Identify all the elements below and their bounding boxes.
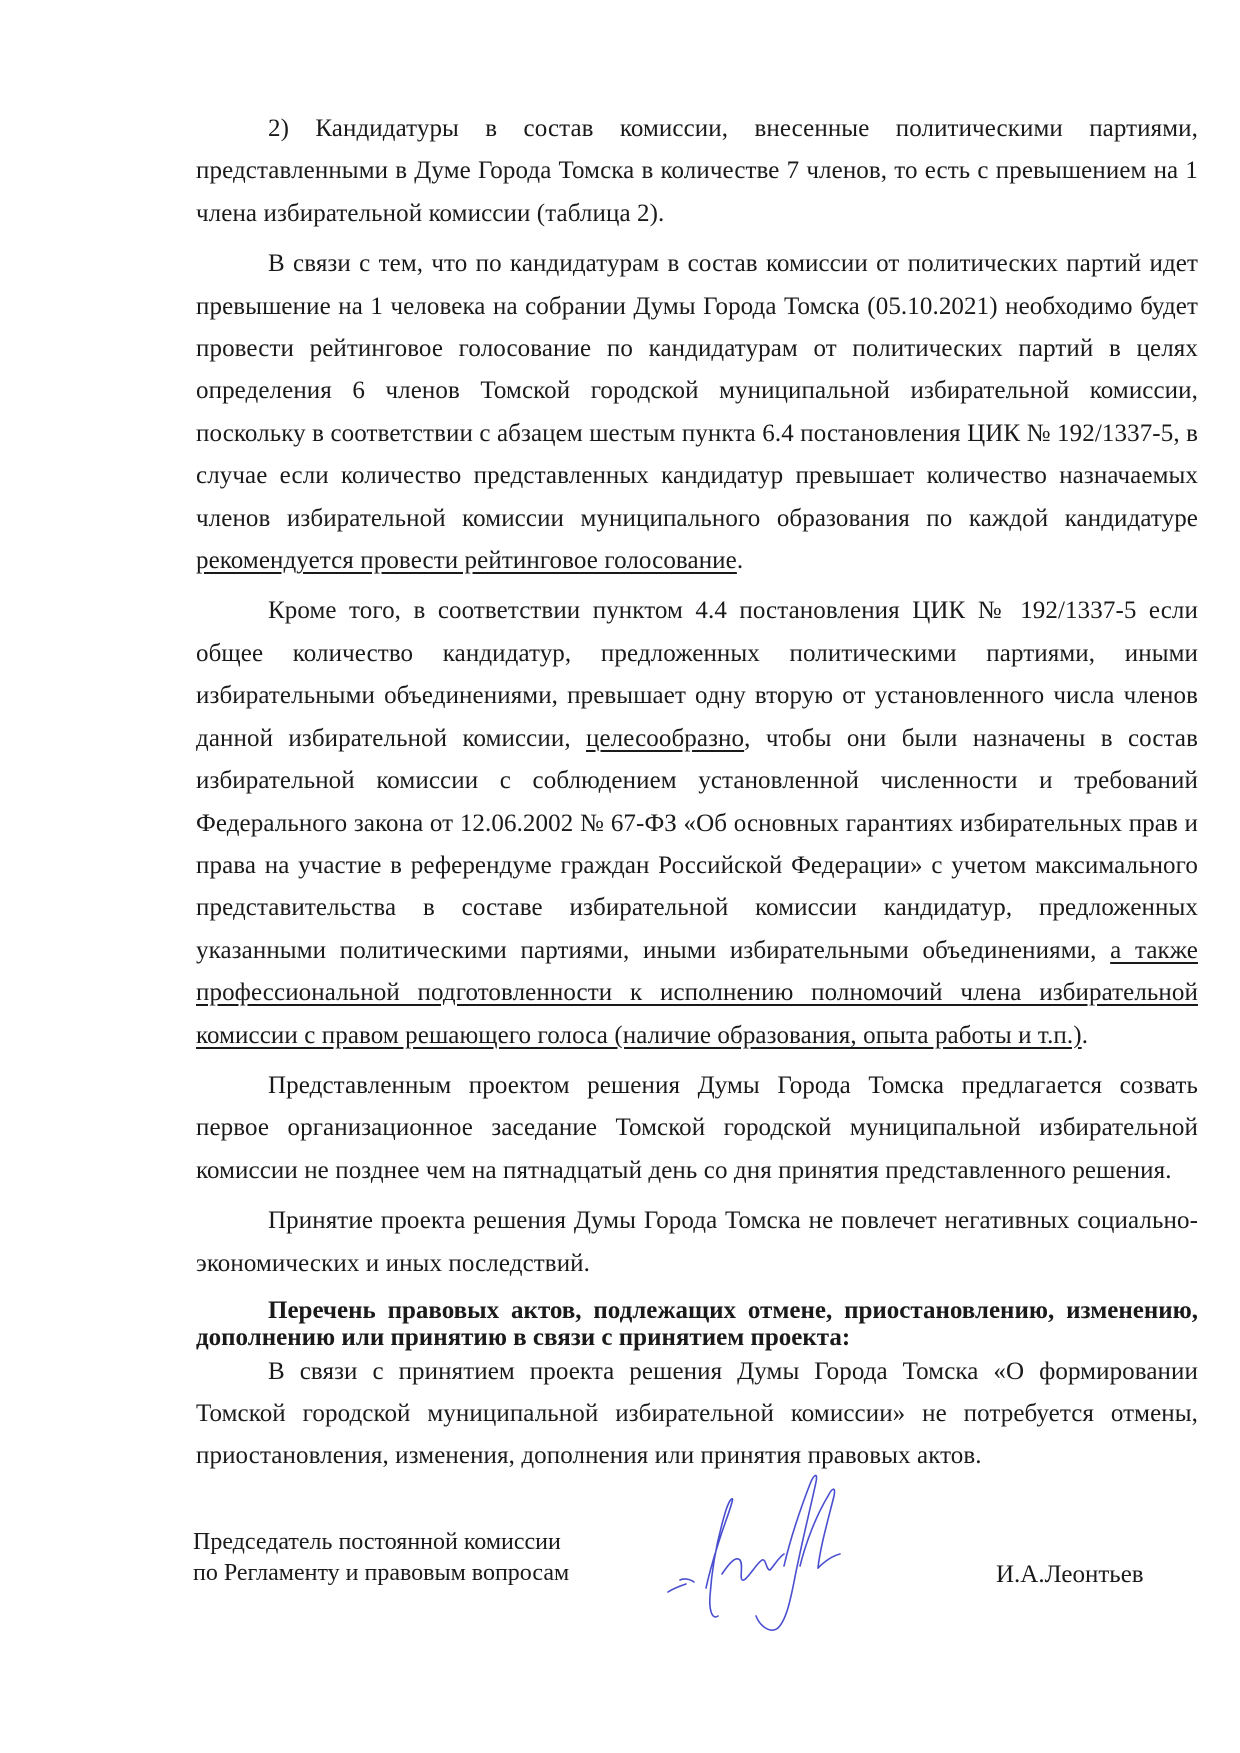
underlined-word: целесообразно — [586, 724, 745, 752]
underlined-phrase: а также профессиональной подготовленности к исполнению полномочий члена избирательной комиссии с правом решающего голоса (наличие образования, опыта работы и т.п.) — [196, 936, 1199, 1049]
legal-acts-heading: Перечень правовых актов, подлежащих отмене, приостановлению, изменению, дополнению или принятию в связи с принятием проекта: — [196, 1296, 1198, 1351]
paragraph-candidates: 2) Кандидатуры в состав комиссии, внесенные политическими партиями, представленными в Думе Города Томска в количестве 7 членов, то есть с превышением на 1 члена избирательной комиссии (таблица 2). — [196, 115, 1198, 227]
signatory-title — [193, 1527, 569, 1589]
handwritten-signature — [660, 1470, 885, 1635]
paragraph-first-meeting: Представленным проектом решения Думы Города Томска предлагается созвать первое организационное заседание Томской городской муниципальной избирательной комиссии не позднее чем на пятнадцатый день со дня принятия представленного решения. — [196, 1071, 1198, 1184]
paragraph-consequences: Принятие проекта решения Думы Города Томска не повлечет негативных социально-экономических и иных последствий. — [196, 1207, 1198, 1277]
signatory-title-line-2: по Регламенту и правовым вопросам — [193, 1560, 570, 1586]
paragraph-rating-vote: В связи с тем, что по кандидатурам в состав комиссии от политических партий идет превышение на 1 человека на собрании Думы Города Томска (05.10.2021) необходимо будет провести рейтинговое голосование по кандидатурам от политических партий в целях определения 6 членов Томской городской муниципальной избирательной комиссии, поскольку в соответствии с абзацем шестым пункта 6.4 постановления ЦИК № 192/1337-5, в случае если количество представленных кандидатур превышает количество назначаемых членов избирательной комиссии муниципального образования по каждой кандидатуре рекомендуется провести рейтинговое голосование. — [196, 250, 1198, 575]
paragraph-no-legal-acts: В связи с принятием проекта решения Думы Города Томска «О формировании Томской городской муниципальной избирательной комиссии» не потребуется отмены, приостановления, изменения, дополнения или принятия правовых актов. — [196, 1357, 1198, 1469]
signatory-title-line-1: Председатель постоянной комиссии — [193, 1529, 561, 1555]
paragraph-cec-resolution: Кроме того, в соответствии пунктом 4.4 постановления ЦИК № 192/1337-5 если общее количество кандидатур, предложенных политическими партиями, иными избирательными объединениями, превышает одну вторую от установленного числа членов данной избирательной комиссии, целесообразно, чтобы они были назначены в состав избирательной комиссии с соблюдением установленной численности и требований Федерального закона от 12.06.2002 № 67-ФЗ «Об основных гарантиях избирательных прав и права на участие в референдуме граждан Российской Федерации» с учетом максимального представительства в составе избирательной комиссии кандидатур, предложенных указанными политическими партиями, иными избирательными объединениями, а также профессиональной подготовленности к исполнению полномочий члена избирательной комиссии с правом решающего голоса (наличие образования, опыта работы и т.п.). — [196, 597, 1199, 1049]
underlined-phrase: рекомендуется провести рейтинговое голосование — [196, 547, 737, 575]
signatory-name: И.А.Леонтьев — [996, 1561, 1144, 1588]
